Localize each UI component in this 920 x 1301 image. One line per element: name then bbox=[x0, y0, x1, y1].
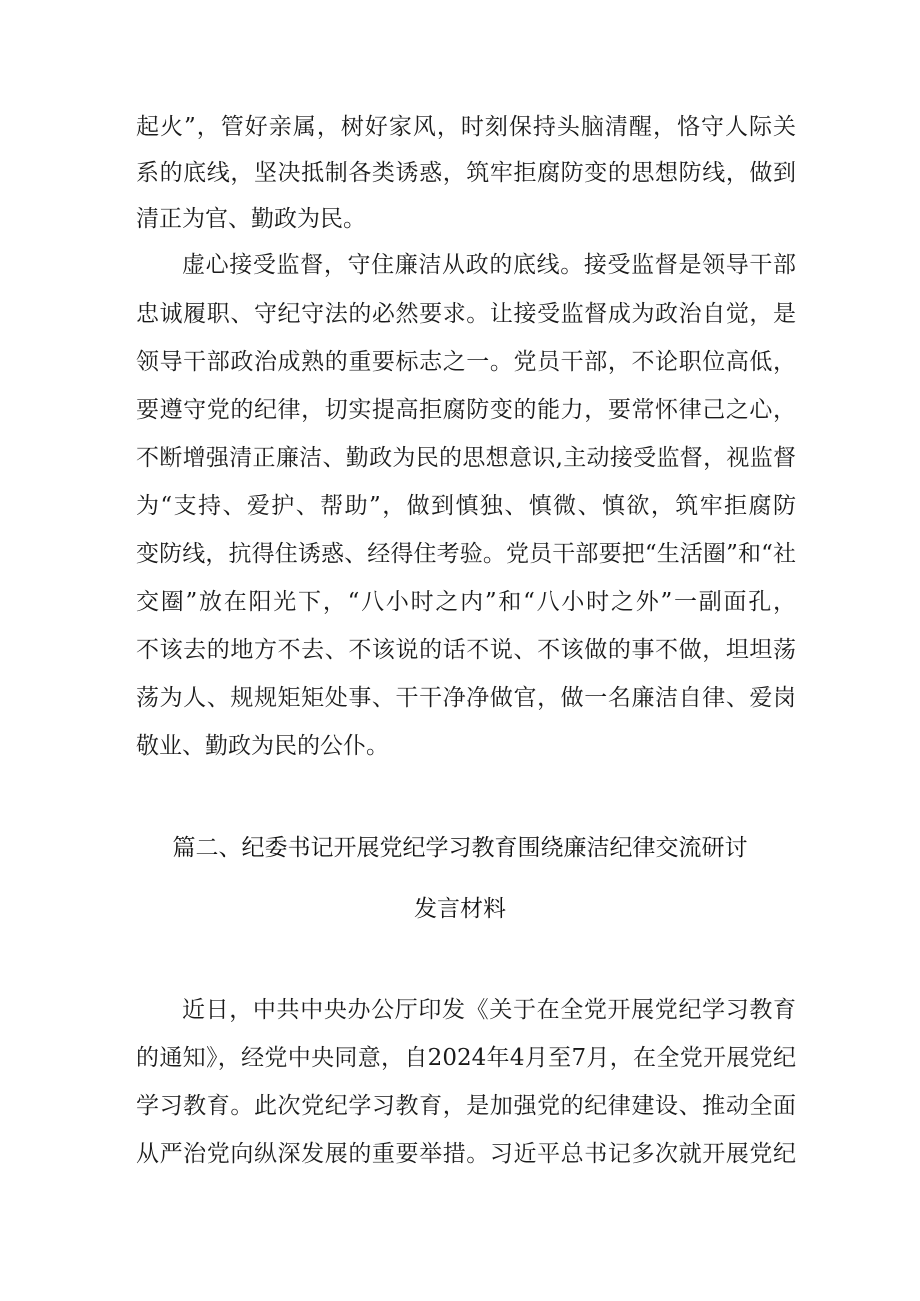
section-heading: 篇二、纪委书记开展党纪学习教育围绕廉洁纪律交流研讨 bbox=[172, 835, 748, 861]
paragraph-line: 的通知》，经党中央同意，自2024年4月至7月，在全党开展党纪 bbox=[136, 1045, 796, 1071]
paragraph-line: 学习教育。此次党纪学习教育，是加强党的纪律建设、推动全面 bbox=[136, 1093, 796, 1119]
paragraph-line: 敬业、勤政为民的公仆。 bbox=[136, 733, 389, 759]
paragraph-line: 清正为官、勤政为民。 bbox=[136, 206, 366, 232]
paragraph-line: 领导干部政治成熟的重要标志之一。党员干部，不论职位高低， bbox=[136, 349, 796, 375]
paragraph-line: 变防线，抗得住诱惑、经得住考验。党员干部要把“生活圈”和“社 bbox=[136, 541, 796, 567]
section-heading-continuation: 发言材料 bbox=[414, 896, 506, 922]
paragraph-line: 起火”，管好亲属，树好家风，时刻保持头脑清醒，恪守人际关 bbox=[136, 114, 796, 140]
paragraph-line: 忠诚履职、守纪守法的必然要求。让接受监督成为政治自觉，是 bbox=[136, 301, 796, 327]
paragraph-line: 荡为人、规规矩矩处事、干干净净做官，做一名廉洁自律、爱岗 bbox=[136, 685, 796, 711]
paragraph-line: 不断增强清正廉洁、勤政为民的思想意识,主动接受监督，视监督 bbox=[136, 445, 796, 471]
paragraph-line: 虚心接受监督，守住廉洁从政的底线。接受监督是领导干部 bbox=[182, 252, 796, 278]
paragraph-line: 为“支持、爱护、帮助”，做到慎独、慎微、慎欲，筑牢拒腐防 bbox=[136, 493, 796, 519]
paragraph-line: 不该去的地方不去、不该说的话不说、不该做的事不做，坦坦荡 bbox=[136, 637, 796, 663]
paragraph-line: 从严治党向纵深发展的重要举措。习近平总书记多次就开展党纪 bbox=[136, 1141, 796, 1167]
paragraph-line: 要遵守党的纪律，切实提高拒腐防变的能力，要常怀律己之心， bbox=[136, 397, 796, 423]
paragraph-line: 交圈”放在阳光下，“八小时之内”和“八小时之外”一副面孔， bbox=[136, 589, 796, 615]
paragraph-line: 近日，中共中央办公厅印发《关于在全党开展党纪学习教育 bbox=[182, 997, 796, 1023]
paragraph-line: 系的底线，坚决抵制各类诱惑，筑牢拒腐防变的思想防线，做到 bbox=[136, 160, 796, 186]
